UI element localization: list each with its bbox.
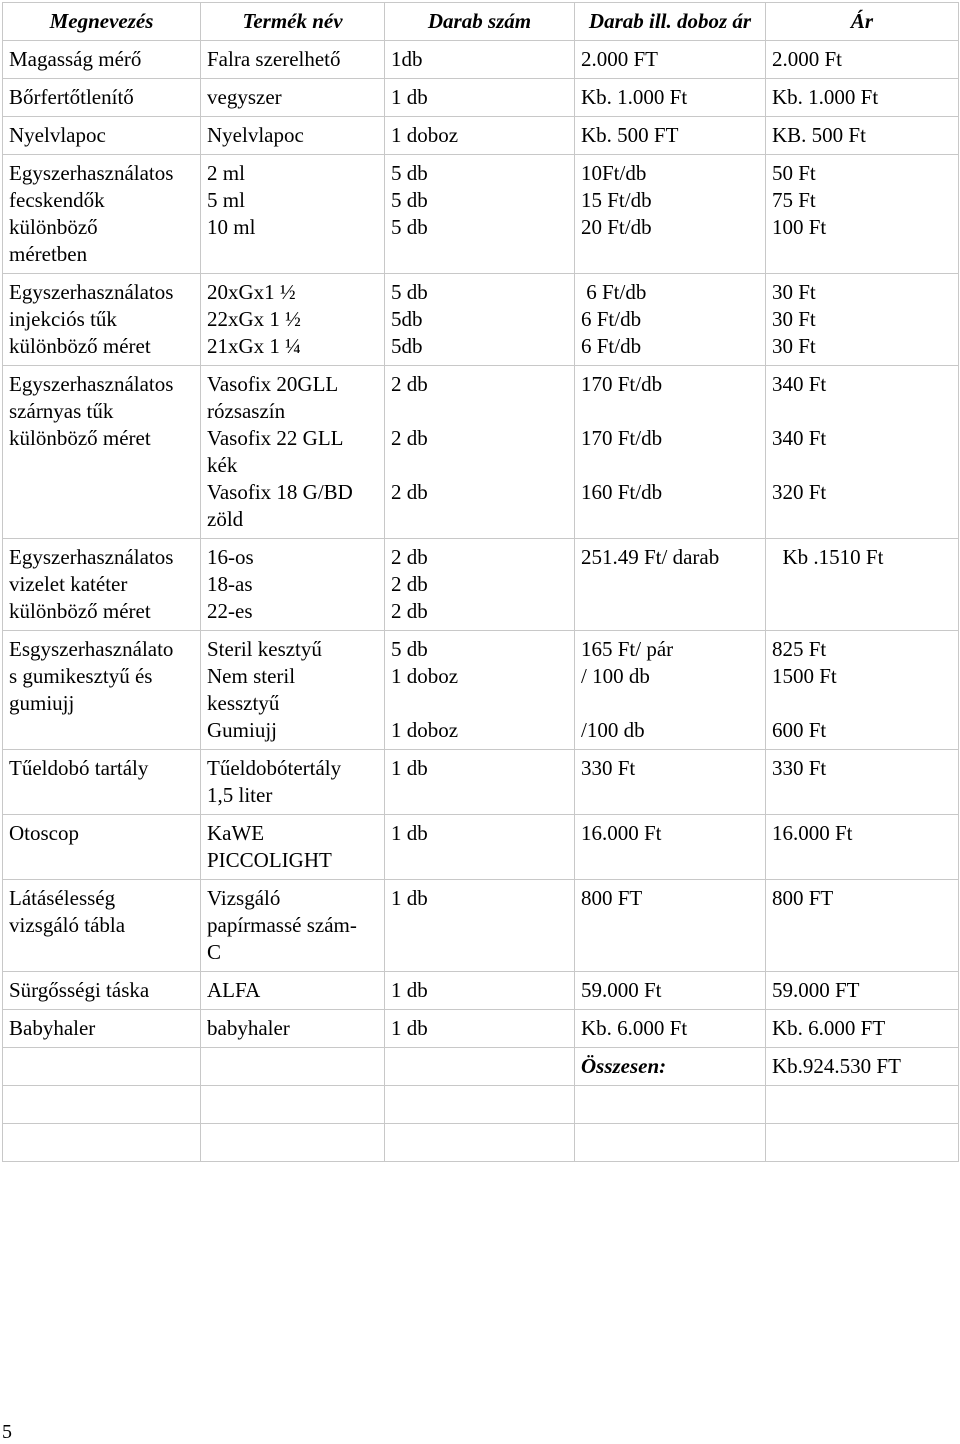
cell-line: Kb. 500 FT xyxy=(581,123,679,147)
cell-line: 18-as xyxy=(207,572,253,596)
cell-line: 5 db xyxy=(391,280,428,304)
product-name-cell xyxy=(201,274,385,366)
product-name-cell xyxy=(201,631,385,750)
cell-line: Tűeldobó tartály xyxy=(9,756,149,780)
cell-line: gumiujj xyxy=(9,691,75,715)
item-name-cell xyxy=(3,539,201,631)
page-number: 5 xyxy=(2,1421,12,1443)
cell-line: KB. 500 Ft xyxy=(772,123,866,147)
table-row xyxy=(3,79,959,117)
item-name-cell xyxy=(3,972,201,1010)
cell-line: 800 FT xyxy=(581,886,643,910)
cell-line xyxy=(772,452,958,479)
cell-line: 251.49 Ft/ darab xyxy=(581,545,720,569)
product-name-cell xyxy=(201,1010,385,1048)
cell-line: 1db xyxy=(391,47,423,71)
cell-line: 20xGx1 ½ xyxy=(207,280,296,304)
cell-line: Sürgősségi táska xyxy=(9,978,150,1002)
cell-line: 59.000 Ft xyxy=(581,978,662,1002)
cell-line: Babyhaler xyxy=(9,1016,96,1040)
product-name-cell xyxy=(201,366,385,539)
empty-cell xyxy=(201,1048,385,1086)
header-darab-szam: Darab szám xyxy=(385,3,575,41)
cell-line: 10 ml xyxy=(207,215,256,239)
cell-line xyxy=(772,690,958,717)
cell-line: Egyszerhasználatos xyxy=(9,372,174,396)
item-name-cell xyxy=(3,750,201,815)
cell-line: 59.000 FT xyxy=(772,978,860,1002)
product-name-cell xyxy=(201,79,385,117)
cell-line: Egyszerhasználatos xyxy=(9,545,174,569)
price-table xyxy=(2,2,959,1162)
cell-line: kék xyxy=(207,453,238,477)
cell-line: 1 db xyxy=(391,978,428,1002)
cell-line: papírmassé szám- xyxy=(207,913,357,937)
quantity-cell xyxy=(385,750,575,815)
cell-line: 1 db xyxy=(391,1016,428,1040)
cell-line: 16.000 Ft xyxy=(581,821,662,845)
cell-line: C xyxy=(207,940,222,964)
cell-line: 16-os xyxy=(207,545,254,569)
quantity-cell xyxy=(385,539,575,631)
cell-line: 1 doboz xyxy=(391,123,459,147)
quantity-cell xyxy=(385,117,575,155)
table-row xyxy=(3,1010,959,1048)
cell-line: 5 db xyxy=(391,637,428,661)
quantity-cell xyxy=(385,1010,575,1048)
cell-line: 30 Ft xyxy=(772,334,816,358)
price-cell xyxy=(766,750,959,815)
total-value: Kb.924.530 FT xyxy=(766,1048,959,1086)
product-name-cell xyxy=(201,880,385,972)
cell-line: Kb. 1.000 Ft xyxy=(581,85,688,109)
unit-price-cell xyxy=(575,41,766,79)
cell-line: babyhaler xyxy=(207,1016,290,1040)
unit-price-cell xyxy=(575,1010,766,1048)
cell-line: 2 db xyxy=(391,426,428,450)
price-cell xyxy=(766,117,959,155)
empty-cell xyxy=(201,1124,385,1162)
product-name-cell xyxy=(201,155,385,274)
cell-line: 100 Ft xyxy=(772,215,827,239)
cell-line: Steril kesztyű xyxy=(207,637,322,661)
table-row xyxy=(3,631,959,750)
item-name-cell xyxy=(3,631,201,750)
cell-line: 340 Ft xyxy=(772,372,827,396)
cell-line: 30 Ft xyxy=(772,280,816,304)
table-row xyxy=(3,972,959,1010)
empty-cell xyxy=(201,1086,385,1124)
cell-line: különböző méret xyxy=(9,334,151,358)
cell-line: 5 db xyxy=(391,161,428,185)
quantity-cell xyxy=(385,631,575,750)
cell-line: különböző xyxy=(9,215,98,239)
table-row xyxy=(3,750,959,815)
cell-line: Magasság mérő xyxy=(9,47,142,71)
cell-line: 160 Ft/db xyxy=(581,480,663,504)
cell-line: Kb .1510 Ft xyxy=(772,545,884,569)
unit-price-cell xyxy=(575,750,766,815)
unit-price-cell xyxy=(575,117,766,155)
product-name-cell xyxy=(201,815,385,880)
product-name-cell xyxy=(201,41,385,79)
cell-line: 165 Ft/ pár xyxy=(581,637,674,661)
empty-cell xyxy=(766,1086,959,1124)
cell-line: szárnyas tűk xyxy=(9,399,114,423)
cell-line: Vasofix 22 GLL xyxy=(207,426,344,450)
table-row xyxy=(3,155,959,274)
quantity-cell xyxy=(385,880,575,972)
product-name-cell xyxy=(201,750,385,815)
table-row xyxy=(3,41,959,79)
cell-line: Bőrfertőtlenítő xyxy=(9,85,134,109)
table-row xyxy=(3,117,959,155)
cell-line xyxy=(581,398,765,425)
price-cell xyxy=(766,155,959,274)
cell-line: Vasofix 18 G/BD xyxy=(207,480,353,504)
cell-line: 1 db xyxy=(391,821,428,845)
cell-line: 10Ft/db xyxy=(581,161,647,185)
quantity-cell xyxy=(385,366,575,539)
cell-line: Egyszerhasználatos xyxy=(9,161,174,185)
unit-price-cell xyxy=(575,366,766,539)
unit-price-cell xyxy=(575,815,766,880)
cell-line: vizsgáló tábla xyxy=(9,913,126,937)
cell-line: 1500 Ft xyxy=(772,664,837,688)
quantity-cell xyxy=(385,41,575,79)
table-body xyxy=(3,41,959,1048)
unit-price-cell xyxy=(575,972,766,1010)
total-row xyxy=(3,1048,959,1086)
cell-line: Nyelvlapoc xyxy=(9,123,106,147)
cell-line xyxy=(772,398,958,425)
empty-cell xyxy=(3,1124,201,1162)
cell-line: / 100 db xyxy=(581,664,650,688)
cell-line: Otoscop xyxy=(9,821,79,845)
quantity-cell xyxy=(385,274,575,366)
empty-cell xyxy=(3,1086,201,1124)
cell-line: 825 Ft xyxy=(772,637,827,661)
cell-line: vegyszer xyxy=(207,85,282,109)
cell-line: Nyelvlapoc xyxy=(207,123,304,147)
cell-line: 2 ml xyxy=(207,161,245,185)
cell-line xyxy=(391,690,574,717)
cell-line: kessztyű xyxy=(207,691,280,715)
table-row xyxy=(3,539,959,631)
unit-price-cell xyxy=(575,79,766,117)
cell-line: ALFA xyxy=(207,978,261,1002)
cell-line: Tűeldobótertály xyxy=(207,756,342,780)
header-ar: Ár xyxy=(766,3,959,41)
price-cell xyxy=(766,815,959,880)
cell-line: 1 db xyxy=(391,756,428,780)
cell-line: 30 Ft xyxy=(772,307,816,331)
cell-line: 5db xyxy=(391,307,423,331)
cell-line: injekciós tűk xyxy=(9,307,117,331)
table-row xyxy=(3,274,959,366)
table-row xyxy=(3,815,959,880)
total-label: Összesen: xyxy=(575,1048,766,1086)
item-name-cell xyxy=(3,41,201,79)
empty-cell xyxy=(575,1124,766,1162)
cell-line: 75 Ft xyxy=(772,188,816,212)
cell-line: Kb. 6.000 FT xyxy=(772,1016,886,1040)
cell-line: 5 ml xyxy=(207,188,245,212)
quantity-cell xyxy=(385,815,575,880)
product-name-cell xyxy=(201,539,385,631)
cell-line xyxy=(391,398,574,425)
cell-line xyxy=(581,690,765,717)
empty-cell xyxy=(766,1124,959,1162)
item-name-cell xyxy=(3,366,201,539)
header-termek-nev: Termék név xyxy=(201,3,385,41)
header-row xyxy=(3,3,959,41)
unit-price-cell xyxy=(575,539,766,631)
cell-line: különböző méret xyxy=(9,426,151,450)
product-name-cell xyxy=(201,117,385,155)
cell-line: 2 db xyxy=(391,572,428,596)
cell-line: 5 db xyxy=(391,215,428,239)
product-name-cell xyxy=(201,972,385,1010)
item-name-cell xyxy=(3,274,201,366)
cell-line: különböző méret xyxy=(9,599,151,623)
quantity-cell xyxy=(385,155,575,274)
cell-line: Gumiujj xyxy=(207,718,278,742)
cell-line: Egyszerhasználatos xyxy=(9,280,174,304)
cell-line: 6 Ft/db xyxy=(581,307,642,331)
price-cell xyxy=(766,274,959,366)
cell-line: 1 db xyxy=(391,85,428,109)
cell-line: 800 FT xyxy=(772,886,834,910)
cell-line: 170 Ft/db xyxy=(581,426,663,450)
cell-line: 2 db xyxy=(391,480,428,504)
item-name-cell xyxy=(3,880,201,972)
empty-cell xyxy=(385,1086,575,1124)
cell-line: Esgyszerhasználato xyxy=(9,637,174,661)
empty-cell xyxy=(575,1086,766,1124)
cell-line: Falra szerelhető xyxy=(207,47,341,71)
cell-line: 170 Ft/db xyxy=(581,372,663,396)
cell-line: 320 Ft xyxy=(772,480,827,504)
cell-line: 5db xyxy=(391,334,423,358)
cell-line: 2 db xyxy=(391,599,428,623)
unit-price-cell xyxy=(575,631,766,750)
header-megnevezes: Megnevezés xyxy=(3,3,201,41)
table-row xyxy=(3,880,959,972)
header-darab-ar: Darab ill. doboz ár xyxy=(575,3,766,41)
cell-line: 50 Ft xyxy=(772,161,816,185)
cell-line: fecskendők xyxy=(9,188,105,212)
cell-line: Kb. 1.000 Ft xyxy=(772,85,879,109)
price-cell xyxy=(766,366,959,539)
cell-line: 16.000 Ft xyxy=(772,821,853,845)
cell-line: 330 Ft xyxy=(772,756,827,780)
cell-line: 21xGx 1 ¼ xyxy=(207,334,301,358)
item-name-cell xyxy=(3,79,201,117)
cell-line: 1,5 liter xyxy=(207,783,273,807)
cell-line: 15 Ft/db xyxy=(581,188,652,212)
item-name-cell xyxy=(3,155,201,274)
empty-row xyxy=(3,1086,959,1124)
cell-line: 6 Ft/db xyxy=(581,334,642,358)
empty-cell xyxy=(385,1048,575,1086)
cell-line: 1 db xyxy=(391,886,428,910)
cell-line: 600 Ft xyxy=(772,718,827,742)
cell-line xyxy=(581,452,765,479)
item-name-cell xyxy=(3,815,201,880)
cell-line: méretben xyxy=(9,242,88,266)
cell-line: 2.000 FT xyxy=(581,47,659,71)
empty-row xyxy=(3,1124,959,1162)
cell-line: Nem steril xyxy=(207,664,296,688)
cell-line xyxy=(391,452,574,479)
price-cell xyxy=(766,631,959,750)
price-cell xyxy=(766,79,959,117)
cell-line: vizelet katéter xyxy=(9,572,128,596)
cell-line: 5 db xyxy=(391,188,428,212)
empty-cell xyxy=(385,1124,575,1162)
cell-line: Kb. 6.000 Ft xyxy=(581,1016,688,1040)
unit-price-cell xyxy=(575,880,766,972)
cell-line: Látásélesség xyxy=(9,886,116,910)
cell-line: s gumikesztyű és xyxy=(9,664,153,688)
cell-line: 22-es xyxy=(207,599,253,623)
cell-line: /100 db xyxy=(581,718,645,742)
price-cell xyxy=(766,539,959,631)
cell-line: 340 Ft xyxy=(772,426,827,450)
cell-line: 330 Ft xyxy=(581,756,636,780)
cell-line: PICCOLIGHT xyxy=(207,848,332,872)
cell-line: 22xGx 1 ½ xyxy=(207,307,301,331)
cell-line: rózsaszín xyxy=(207,399,286,423)
quantity-cell xyxy=(385,972,575,1010)
cell-line: 2.000 Ft xyxy=(772,47,843,71)
price-cell xyxy=(766,41,959,79)
cell-line: 2 db xyxy=(391,545,428,569)
unit-price-cell xyxy=(575,274,766,366)
quantity-cell xyxy=(385,79,575,117)
cell-line: 2 db xyxy=(391,372,428,396)
cell-line: 6 Ft/db xyxy=(581,280,647,304)
cell-line: Vizsgáló xyxy=(207,886,281,910)
price-cell xyxy=(766,972,959,1010)
item-name-cell xyxy=(3,1010,201,1048)
cell-line: Vasofix 20GLL xyxy=(207,372,339,396)
cell-line: 1 doboz xyxy=(391,664,459,688)
cell-line: KaWE xyxy=(207,821,265,845)
cell-line: zöld xyxy=(207,507,244,531)
cell-line: 1 doboz xyxy=(391,718,459,742)
cell-line: 20 Ft/db xyxy=(581,215,652,239)
table-row xyxy=(3,366,959,539)
price-cell xyxy=(766,880,959,972)
item-name-cell xyxy=(3,117,201,155)
empty-cell xyxy=(3,1048,201,1086)
unit-price-cell xyxy=(575,155,766,274)
price-cell xyxy=(766,1010,959,1048)
